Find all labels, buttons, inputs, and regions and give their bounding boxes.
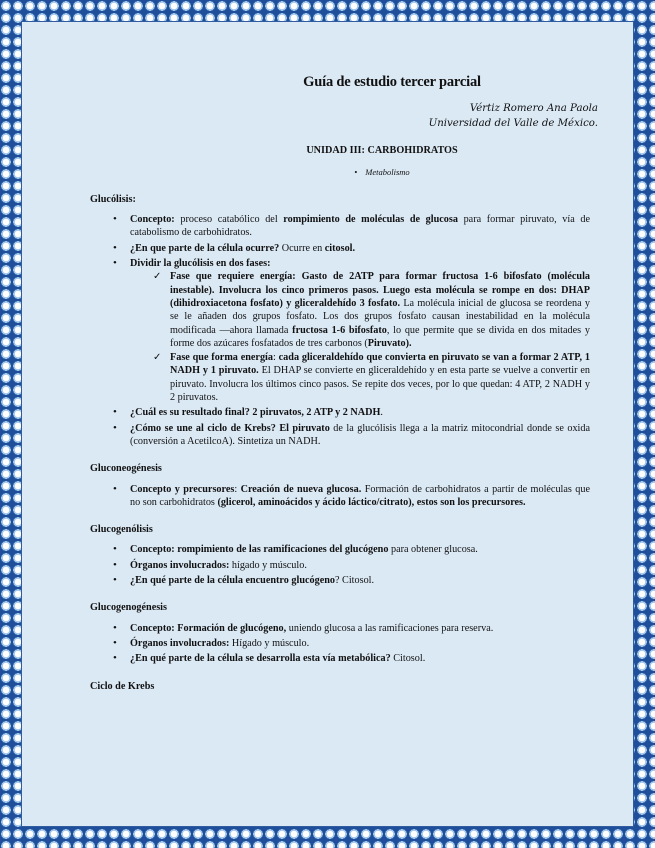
glucolisis-list [90, 213, 590, 448]
list-item: • Concepto: Formación de glucógeno, uniendo glucosa a las ramificaciones para reserva. [130, 622, 590, 635]
list-item: • ¿Cómo se une al ciclo de Krebs? El piruvato de la glucólisis llega a la matriz mitocondrial donde se oxida (conversión a AcetilcoA). Sintetiza un NADH. [130, 422, 590, 449]
bullet-icon: • [354, 166, 358, 177]
list-item: • ¿En que parte de la célula ocurre? Ocurre en citosol. [130, 242, 590, 255]
phase-item: ✓ Fase que requiere energía: Gasto de 2ATP para formar fructosa 1-6 bifosfato (molécula inestable). Involucra los cinco primeros pasos. Luego esta molécula se rompe en dos: DHAP (dihidroxiacetona fosfato) y gliceraldehído 3 fosfato. La molécula inicial de glucosa se reordena y se le añaden dos grupos fosfato. Los dos grupos fosfato causan inestabilidad en la molécula modificada —ahora llamada fructosa 1-6 bifosfato, lo que permite que se divida en dos mitades y forme dos azúcares fosfatados de tres carbonos (Piruvato). [170, 270, 590, 350]
list-item: • ¿En qué parte de la célula encuentro glucógeno? Citosol. [130, 574, 590, 587]
document-page [21, 21, 634, 827]
list-item: • Dividir la glucólisis en dos fases: ✓ Fase que requiere energía: Gasto de 2ATP para formar fructosa 1-6 bifosfato (molécula inestable). Involucra los cinco primeros pasos. Luego esta molécula se rompe en dos: DHAP (dihidroxiacetona fosfato) y gliceraldehído 3 fosfato. La molécula inicial de glucosa se reordena y se le añaden dos grupos fosfato. Los dos grupos fosfato causan inestabilidad en la molécula modificada —ahora llamada fructosa 1-6 bifosfato, lo que permite que se divida en dos mitades y forme dos azúcares fosfatados de tres carbonos (Piruvato). ✓ Fase que forma energía: cada gliceraldehído que convierta en piruvato se van a formar 2 ATP, 1 NADH y 1 piruvato. El DHAP se convierte en gliceraldehído y en esta parte se vuelve a convertir en piruvato. Involucra los últimos cinco pasos. Se repite dos veces, por lo que quedan: 4 ATP, 2 NADH y 2 piruvatos. [130, 257, 590, 404]
phase-list [130, 270, 590, 404]
phase-item: ✓ Fase que forma energía: cada gliceraldehído que convierta en piruvato se van a formar 2 ATP, 1 NADH y 1 piruvato. El DHAP se convierte en gliceraldehído y en esta parte se vuelve a convertir en piruvato. Involucra los últimos cinco pasos. Se repite dos veces, por lo que quedan: 4 ATP, 2 NADH y 2 piruvatos. [170, 351, 590, 404]
section-heading-krebs: Ciclo de Krebs [90, 680, 155, 692]
university-name: Universidad del Valle de México. [428, 118, 598, 130]
topic-label: Metabolismo [365, 166, 410, 177]
section-heading-gluconeogenesis: Gluconeogénesis [90, 463, 162, 475]
list-item: • ¿Cuál es su resultado final? 2 piruvatos, 2 ATP y 2 NADH. [130, 406, 590, 419]
section-heading-glucogenolisis: Glucogenólisis [90, 524, 153, 536]
section-heading-glucogenogenesis: Glucogenogénesis [90, 602, 167, 614]
author-name: Vértiz Romero Ana Paola [469, 103, 598, 115]
glucogenolisis-list [90, 543, 590, 587]
glucogenogenesis-list [90, 622, 590, 666]
gluconeogenesis-list [90, 483, 590, 510]
list-item: • Concepto: rompimiento de las ramificaciones del glucógeno para obtener glucosa. [130, 543, 590, 556]
section-heading-glucolisis: Glucólisis: [90, 193, 136, 205]
topic-line [132, 166, 632, 179]
unit-heading: UNIDAD III: CARBOHIDRATOS [306, 145, 458, 157]
list-item: • Concepto: proceso catabólico del rompimiento de moléculas de glucosa para formar piruvato, vía de catabolismo de carbohidratos. [130, 213, 590, 240]
list-item: • Concepto y precursores: Creación de nueva glucosa. Formación de carbohidratos a partir de moléculas que no son carbohidratos (glicerol, aminoácidos y ácido láctico/citrato), estos son los precursores. [130, 483, 590, 510]
list-item: • ¿En qué parte de la célula se desarrolla esta vía metabólica? Citosol. [130, 652, 590, 665]
list-item: • Órganos involucrados: hígado y músculo. [130, 559, 590, 572]
page-title: Guía de estudio tercer parcial [303, 74, 481, 90]
page-content [90, 74, 598, 700]
list-item: • Órganos involucrados: Hígado y músculo. [130, 637, 590, 650]
